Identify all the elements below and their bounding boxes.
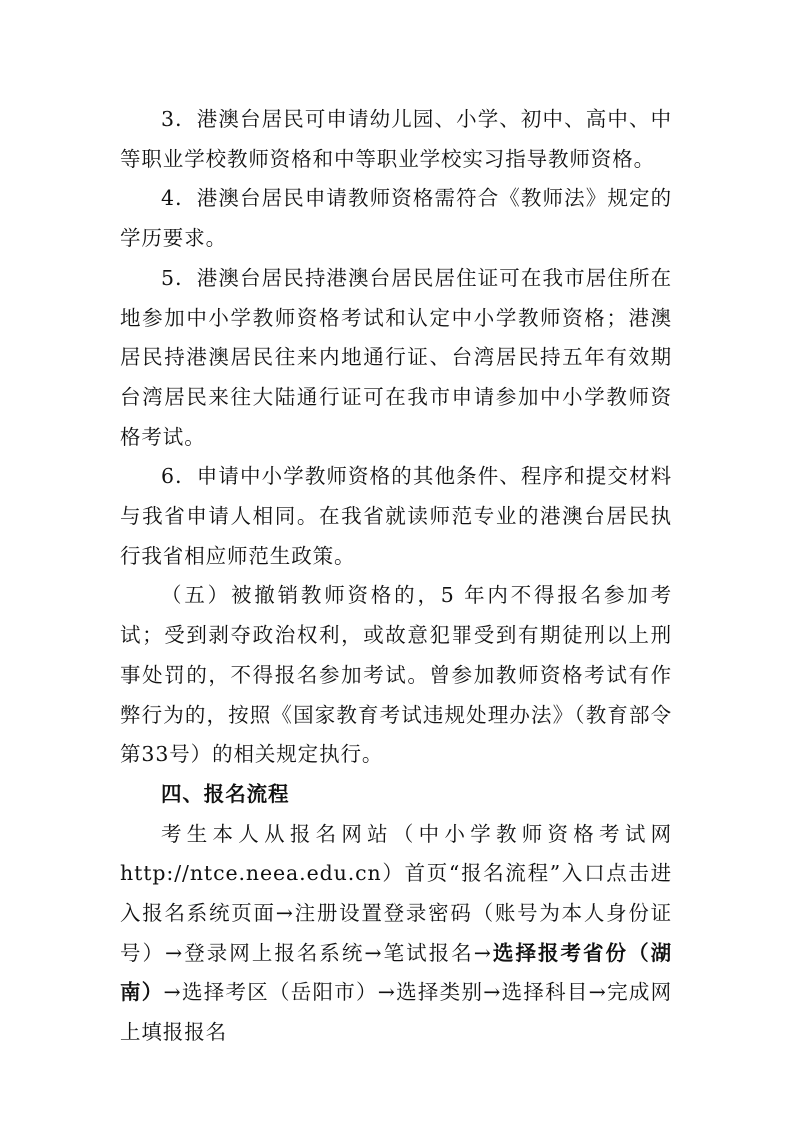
registration-process-paragraph: [120, 815, 672, 1053]
document-page: [120, 100, 672, 1053]
paragraph-item-five: （五）被撤销教师资格的，5 年内不得报名参加考试；受到剥夺政治权利，或故意犯罪受到有期徒刑以上刑事处罚的，不得报名参加考试。曾参加教师资格考试有作弊行为的，按照《国家教育考试违规处理办法》（教育部令第33号）的相关规定执行。: [120, 583, 672, 767]
paragraph-item-5: 5．港澳台居民持港澳台居民居住证可在我市居住所在地参加中小学教师资格考试和认定中小学教师资格；港澳居民持港澳居民往来内地通行证、台湾居民持五年有效期台湾居民来往大陆通行证可在我市申请参加中小学教师资格考试。: [120, 265, 672, 449]
process-text-after: →选择考区（岳阳市）→选择类别→选择科目→完成网上填报报名: [120, 980, 672, 1045]
process-text-bold: 选择报考省份（湖南）: [120, 940, 672, 1005]
paragraph-item-3: 3．港澳台居民可申请幼儿园、小学、初中、高中、中等职业学校教师资格和中等职业学校实习指导教师资格。: [120, 107, 672, 171]
paragraph-item-6: 6．申请中小学教师资格的其他条件、程序和提交材料与我省申请人相同。在我省就读师范专业的港澳台居民执行我省相应师范生政策。: [120, 464, 672, 568]
paragraph-item-4: 4．港澳台居民申请教师资格需符合《教师法》规定的学历要求。: [120, 186, 672, 251]
section-heading-registration-process: 四、报名流程: [161, 781, 290, 806]
process-text-before: 考生本人从报名网站（中小学教师资格考试网http://ntce.neea.edu.cn）首页“报名流程”入口点击进入报名系统页面→注册设置登录密码（账号为本人身份证号）→登录网上报名系统→笔试报名→: [120, 821, 672, 965]
